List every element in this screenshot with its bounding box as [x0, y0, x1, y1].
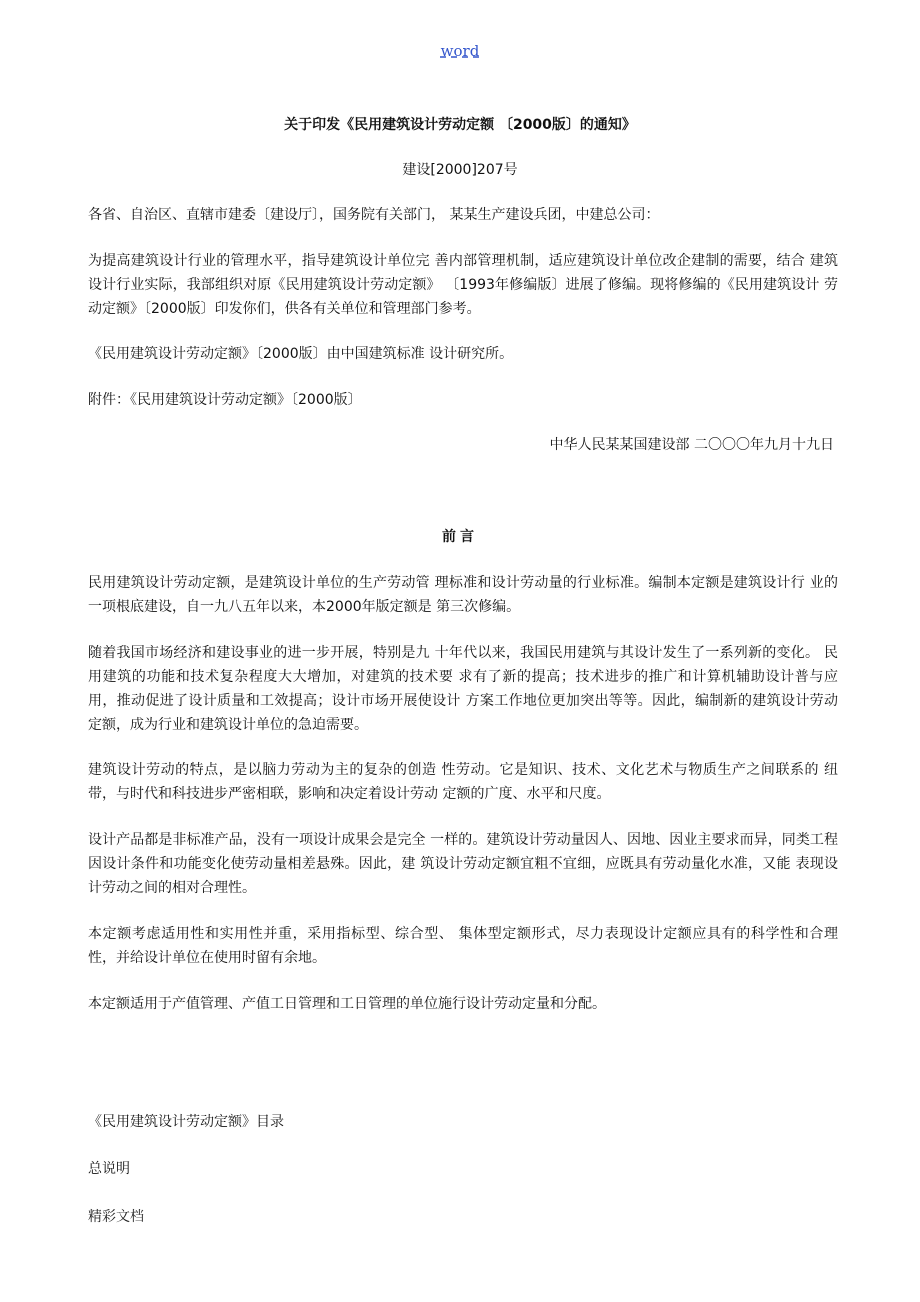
- preface-paragraph: 本定额适用于产值管理、产值工日管理和工日管理的单位施行设计劳动定量和分配。: [88, 996, 606, 1012]
- preface-paragraph: 设计产品都是非标准产品，没有一项设计成果会是完全 一样的。建筑设计劳动量因人、因地、因业主要求而异，同类工程因设计条件和功能变化使劳动量相差悬殊。因此，建 筑设计劳动定额宜粗不宜细，应既具有劳动量化水准，又能 表现设计劳动之间的相对合理性。: [88, 832, 838, 896]
- notice-body: 为提高建筑设计行业的管理水平，指导建筑设计单位完 善内部管理机制，适应建筑设计单位改企建制的需要，结合 建筑设计行业实际，我部组织对原《民用建筑设计劳动定额》 〔1993年修编版〕进展了修编。现将修编的《民用建筑设计 劳动定额》〔2000版〕印发你们，供各有关单位和管理部门参考。: [88, 253, 838, 317]
- toc-title: 《民用建筑设计劳动定额》目录: [88, 1114, 284, 1130]
- preface-paragraph: 随着我国市场经济和建设事业的进一步开展，特别是九 十年代以来，我国民用建筑与其设计发生了一系列新的变化。 民用建筑的功能和技术复杂程度大大增加，对建筑的技术要 求有了新的提高；技术进步的推广和计算机辅助设计普与应 用，推动促进了设计质量和工效提高；设计市场开展使设计 方案工作地位更加突出等等。因此，编制新的建筑设计劳动 定额，成为行业和建筑设计单位的急迫需要。: [88, 645, 838, 733]
- preface-paragraph: 本定额考虑适用性和实用性并重，采用指标型、综合型、 集体型定额形式，尽力表现设计定额应具有的科学性和合理 性，并给设计单位在使用时留有余地。: [88, 926, 838, 966]
- preface-title: 前言: [442, 529, 478, 545]
- preface-paragraph: 建筑设计劳动的特点，是以脑力劳动为主的复杂的创造 性劳动。它是知识、技术、文化艺术与物质生产之间联系的 纽带，与时代和科技进步严密相联，影响和决定着设计劳动 定额的广度、水平和尺度。: [88, 762, 838, 802]
- toc-item: 总说明: [88, 1161, 130, 1177]
- footer-text: 精彩文档: [88, 1209, 144, 1225]
- preface-paragraph: 民用建筑设计劳动定额，是建筑设计单位的生产劳动管 理标准和设计劳动量的行业标准。编制本定额是建筑设计行 业的一项根底建设，自一九八五年以来，本2000年版定额是 第三次修编。: [88, 575, 838, 615]
- notice-title: 关于印发《民用建筑设计劳动定额 〔2000版〕的通知》: [284, 117, 636, 133]
- document-number: 建设[2000]207号: [402, 162, 518, 178]
- notice-signature: 中华人民某某国建设部 二〇〇〇年九月十九日: [549, 437, 834, 453]
- notice-addressees: 各省、自治区、直辖市建委〔建设厅〕，国务院有关部门， 某某生产建设兵团，中建总公司：: [88, 207, 660, 223]
- notice-compiler: 《民用建筑设计劳动定额》〔2000版〕由中国建筑标准 设计研究所。: [88, 346, 514, 362]
- header-word-link[interactable]: word: [440, 42, 480, 60]
- notice-attachment: 附件：《民用建筑设计劳动定额》〔2000版〕: [88, 392, 362, 408]
